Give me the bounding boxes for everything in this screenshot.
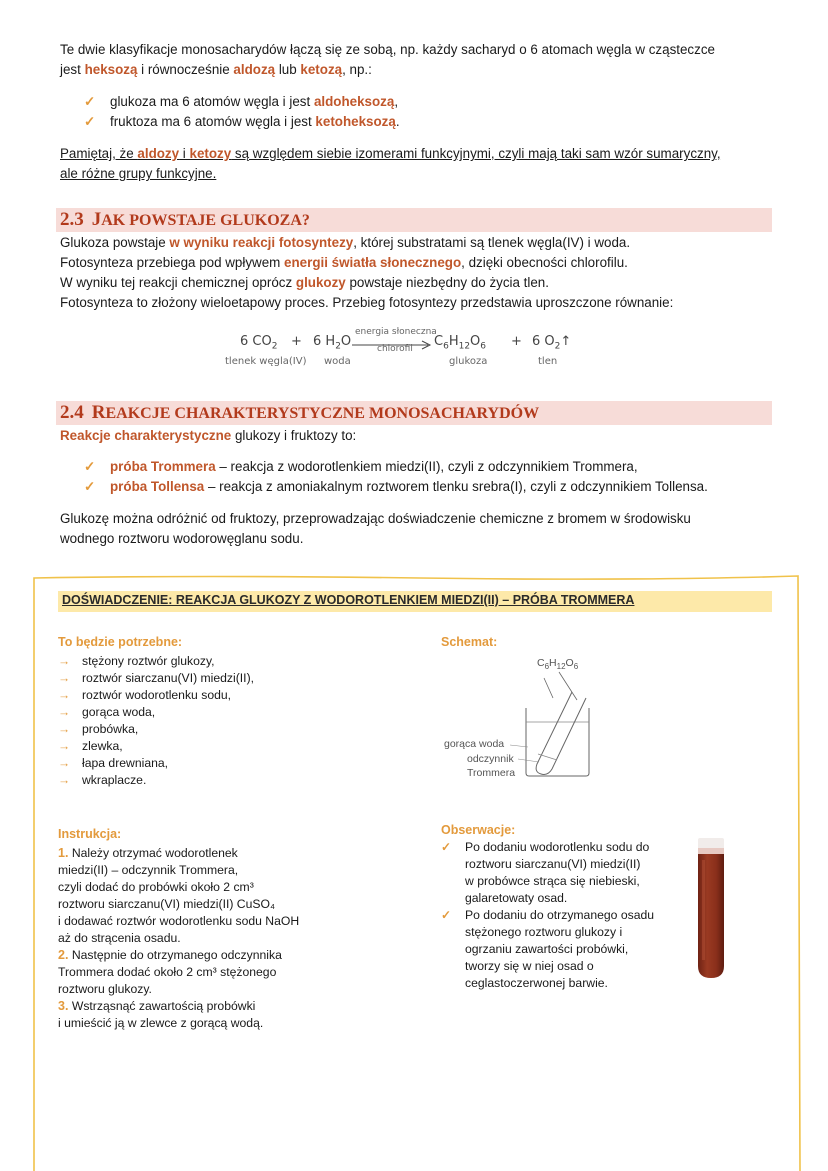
observation-item: ✓ Po dodaniu do otrzymanego osadu bbox=[441, 908, 655, 922]
arrow-right-icon: → bbox=[58, 654, 71, 668]
instruction-line: i dodawać roztwór wodorotlenku sodu NaOH bbox=[58, 914, 300, 928]
equation-o2: 6 $O_2↑$ bbox=[532, 334, 572, 352]
note-line-1: Pamiętaj, że aldozy i ketozy są względem siebie izomerami funkcyjnymi, czyli mają taki sam wzór sumaryczny, bbox=[60, 146, 721, 161]
equation-glucose: $C_6H_{12}O_6$ bbox=[434, 334, 487, 352]
arrow-right-icon: → bbox=[58, 688, 71, 702]
observation-line: galaretowaty osad. bbox=[465, 891, 568, 905]
needed-list bbox=[58, 653, 254, 789]
observation-line: w probówce strąca się niebieski, bbox=[465, 874, 640, 888]
section-23-line-1: Glukoza powstaje w wyniku reakcji fotosyntezy, której substratami są tlenek węgla(IV) i woda. bbox=[60, 235, 631, 250]
schema-formula: $C_6H_{12}O_6$ bbox=[537, 657, 579, 672]
instruction-list bbox=[58, 845, 299, 1032]
arrow-right-icon: → bbox=[58, 773, 71, 787]
list-item: → zlewka, bbox=[58, 739, 123, 753]
instruction-line: 2. Następnie do otrzymanego odczynnika bbox=[58, 948, 282, 962]
arrow-right-icon: → bbox=[58, 739, 71, 753]
observation-line: ogrzaniu zawartości probówki, bbox=[465, 942, 629, 956]
observations-label: Obserwacje: bbox=[441, 823, 516, 837]
section-24-list-item: ✓ próba Trommera – reakcja z wodorotlenkiem miedzi(II), czyli z odczynnikiem Trommera, bbox=[84, 457, 638, 477]
term-aldoza: aldozą bbox=[233, 62, 276, 77]
equation-label-h2o: woda bbox=[324, 356, 351, 367]
schema-label-water: gorąca woda bbox=[444, 738, 505, 750]
experiment-title: DOŚWIADCZENIE: REAKCJA GLUKOZY Z WODOROTLENKIEM MIEDZI(II) – PRÓBA TROMMERA bbox=[62, 593, 635, 607]
observation-line: ceglastoczerwonej barwie. bbox=[465, 976, 608, 990]
instruction-line: Trommera dodać około 2 cm³ stężonego bbox=[58, 965, 277, 979]
equation-plus: + bbox=[291, 334, 302, 349]
section-24-heading: 2.4 REAKCJE CHARAKTERYSTYCZNE MONOSACHARYDÓW bbox=[60, 402, 540, 423]
schema-label-reagent-2: Trommera bbox=[467, 767, 516, 779]
instruction-line: i umieścić ją w zlewce z gorącą wodą. bbox=[58, 1016, 264, 1030]
arrow-right-icon: → bbox=[58, 705, 71, 719]
term-ketoza: ketozą bbox=[300, 62, 343, 77]
note-line-2: ale różne grupy funkcyjne. bbox=[60, 166, 217, 181]
observation-line: stężonego roztworu glukozy i bbox=[465, 925, 623, 939]
check-icon: ✓ bbox=[84, 479, 96, 494]
check-icon: ✓ bbox=[84, 459, 96, 474]
list-item: → roztwór siarczanu(VI) miedzi(II), bbox=[58, 671, 255, 685]
check-icon: ✓ bbox=[441, 908, 452, 922]
instruction-line: roztworu siarczanu(VI) miedzi(II) CuSO₄ bbox=[58, 897, 275, 911]
instruction-line: aż do strącenia osadu. bbox=[58, 931, 181, 945]
arrow-right-icon: → bbox=[58, 756, 71, 770]
section-24-list-item: ✓ próba Tollensa – reakcja z amoniakalnym roztworem tlenku srebra(I), czyli z odczynnikiem Tollensa. bbox=[84, 477, 708, 497]
equation-below-arrow: chlorofil bbox=[377, 344, 413, 354]
list-item: → łapa drewniana, bbox=[58, 756, 169, 770]
list-item: → stężony roztwór glukozy, bbox=[58, 654, 215, 668]
instruction-label: Instrukcja: bbox=[58, 827, 122, 841]
schema-label-reagent-1: odczynnik bbox=[467, 753, 514, 765]
instruction-line: czyli dodać do probówki około 2 cm³ bbox=[58, 880, 254, 894]
arrow-right-icon: → bbox=[58, 722, 71, 736]
intro-list-item: ✓ fruktoza ma 6 atomów węgla i jest ketoheksozą. bbox=[84, 112, 400, 132]
observation-line: roztworu siarczanu(VI) miedzi(II) bbox=[465, 857, 641, 871]
section-24-line-1: Reakcje charakterystyczne glukozy i fruktozy to: bbox=[60, 428, 357, 443]
observation-line: tworzy się w niej osad o bbox=[465, 959, 594, 973]
test-tube-photo bbox=[693, 838, 729, 980]
equation-label-glucose: glukoza bbox=[449, 356, 488, 367]
instruction-line: miedzi(II) – odczynnik Trommera, bbox=[58, 863, 239, 877]
list-item: → wkraplacze. bbox=[58, 773, 147, 787]
check-icon: ✓ bbox=[441, 840, 452, 854]
equation-plus: + bbox=[511, 334, 522, 349]
intro-line-2: jest heksozą i równocześnie aldozą lub ketozą, np.: bbox=[60, 62, 372, 77]
check-icon: ✓ bbox=[84, 94, 96, 109]
arrow-right-icon: → bbox=[58, 671, 71, 685]
section-23-line-4: Fotosynteza to złożony wieloetapowy proces. Przebieg fotosyntezy przedstawia uproszczone równanie: bbox=[60, 295, 674, 310]
equation-label-o2: tlen bbox=[538, 356, 558, 367]
equation-above-arrow: energia słoneczna bbox=[355, 327, 437, 337]
observations-list bbox=[441, 839, 654, 992]
section-23-line-3: W wyniku tej reakcji chemicznej oprócz glukozy powstaje niezbędny do życia tlen. bbox=[60, 275, 549, 290]
equation-co2: 6 $CO_2$ bbox=[240, 334, 278, 352]
term-heksoza: heksozą bbox=[84, 62, 138, 77]
section-24-para-line-2: wodnego roztworu wodorowęglanu sodu. bbox=[60, 531, 304, 546]
intro-line-1: Te dwie klasyfikacje monosacharydów łączą się ze sobą, np. każdy sacharyd o 6 atomach węgla w cząsteczce bbox=[60, 42, 715, 57]
observation-item: ✓ Po dodaniu wodorotlenku sodu do bbox=[441, 840, 650, 854]
check-icon: ✓ bbox=[84, 114, 96, 129]
instruction-line: roztworu glukozy. bbox=[58, 982, 152, 996]
section-24-para-line-1: Glukozę można odróżnić od fruktozy, przeprowadzając doświadczenie chemiczne z bromem w środowisku bbox=[60, 511, 691, 526]
equation-label-co2: tlenek węgla(IV) bbox=[225, 356, 307, 367]
schema-label: Schemat: bbox=[441, 635, 498, 649]
list-item: → gorąca woda, bbox=[58, 705, 156, 719]
equation-h2o: 6 $H_2O$ bbox=[313, 334, 352, 352]
section-23-line-2: Fotosynteza przebiega pod wpływem energii światła słonecznego, dzięki obecności chlorofilu. bbox=[60, 255, 628, 270]
list-item: → roztwór wodorotlenku sodu, bbox=[58, 688, 232, 702]
list-item: → probówka, bbox=[58, 722, 139, 736]
instruction-line: 3. Wstrząsnąć zawartością probówki bbox=[58, 999, 256, 1013]
section-23-heading: 2.3 JAK POWSTAJE GLUKOZA? bbox=[60, 209, 310, 230]
instruction-line: 1. Należy otrzymać wodorotlenek bbox=[58, 846, 238, 860]
beaker-diagram bbox=[440, 668, 600, 788]
intro-list-item: ✓ glukoza ma 6 atomów węgla i jest aldoheksozą, bbox=[84, 92, 398, 112]
needed-label: To będzie potrzebne: bbox=[58, 635, 183, 649]
